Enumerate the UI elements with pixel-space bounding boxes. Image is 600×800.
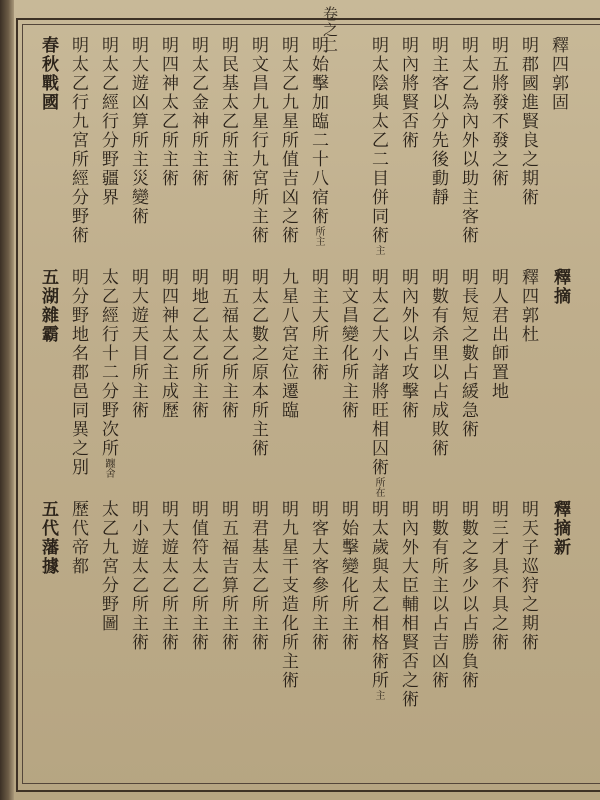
toc-entry: [96, 500, 120, 633]
toc-entry: [456, 36, 480, 245]
toc-entry-text: 明天子巡狩之期術: [518, 500, 538, 652]
toc-entry: [66, 36, 90, 245]
toc-entry-text: 歷代帝都: [68, 500, 88, 576]
toc-entry-note: 躔舍: [103, 458, 114, 478]
toc-entry: [246, 36, 270, 245]
toc-entry: [456, 500, 480, 690]
toc-entry-text: 明內外大臣輔相賢否之術: [398, 500, 418, 709]
toc-entry: [156, 268, 180, 420]
toc-entry: [426, 36, 450, 207]
toc-entry: [36, 500, 60, 576]
toc-entry: [366, 268, 390, 497]
toc-entry-text: 明地乙太乙所主術: [188, 268, 208, 420]
toc-entry-text: 明始擊變化所主術: [338, 500, 358, 652]
toc-entry-text: 明太歲與太乙相格術所: [368, 500, 388, 690]
toc-entry: [456, 268, 480, 439]
toc-entry-text: 明大遊凶算所主災變術: [128, 36, 148, 226]
toc-entry-note: 主: [373, 245, 384, 255]
toc-entry-text: 太乙經行十二分野次所: [98, 268, 118, 458]
toc-entry-text: 明值符太乙所主術: [188, 500, 208, 652]
toc-entry-text: 釋摘新: [550, 500, 570, 557]
toc-entry: [96, 36, 120, 207]
toc-entry: [516, 268, 540, 344]
toc-entry: [516, 500, 540, 652]
toc-entry-text: 明數有所主以占吉凶術: [428, 500, 448, 690]
toc-entry: [126, 268, 150, 420]
toc-entry-text: 明太乙為內外以助主客術: [458, 36, 478, 245]
toc-entry-text: 春秋戰國: [38, 36, 58, 112]
toc-entry: [126, 500, 150, 652]
toc-entry-text: 明分野地名郡邑同異之別: [68, 268, 88, 477]
toc-entry-text: 釋四郭固: [548, 36, 568, 112]
toc-entry-text: 明數有杀里以占成敗術: [428, 268, 448, 458]
toc-entry: [36, 268, 60, 344]
toc-entry-text: 明小遊太乙所主術: [128, 500, 148, 652]
toc-entry-text: 明始擊加臨二十八宿術: [308, 36, 328, 226]
toc-entry-text: 明文昌變化所主術: [338, 268, 358, 420]
toc-entry: [546, 36, 570, 112]
toc-entry-text: 明君基太乙所主術: [248, 500, 268, 652]
toc-entry-text: 明客大客參所主術: [308, 500, 328, 652]
toc-entry: [336, 500, 360, 652]
toc-entry: [216, 268, 240, 420]
toc-entry-text: 明四神太乙主成歷: [158, 268, 178, 420]
toc-entry: [516, 36, 540, 207]
toc-entry: [486, 36, 510, 188]
toc-entry-text: 九星八宮定位遷臨: [278, 268, 298, 420]
toc-entry-text: 明四神太乙所主術: [158, 36, 178, 188]
toc-entry-text: 明五福太乙所主術: [218, 268, 238, 420]
toc-entry-text: 明內外以占攻擊術: [398, 268, 418, 420]
toc-entry-text: 明太陰與太乙二目併同術: [368, 36, 388, 245]
toc-entry-text: 明主客以分先後動靜: [428, 36, 448, 207]
toc-entry: [186, 500, 210, 652]
toc-entry: [366, 36, 390, 255]
toc-entry-note: 所在: [373, 477, 384, 497]
toc-entry: [366, 500, 390, 700]
toc-entry: [66, 500, 90, 576]
toc-entry: [426, 500, 450, 690]
toc-entry: [276, 268, 300, 420]
toc-entry: [186, 36, 210, 188]
toc-entry-text: 明五將發不發之術: [488, 36, 508, 188]
toc-entry: [246, 268, 270, 458]
toc-entry-text: 明九星干支造化所主術: [278, 500, 298, 690]
toc-entry-text: 明內將賢否術: [398, 36, 418, 150]
toc-entry: [96, 268, 120, 478]
toc-entry: [306, 500, 330, 652]
toc-entry-text: 明大遊太乙所主術: [158, 500, 178, 652]
toc-entry-text: 明文昌九星行九宮所主術: [248, 36, 268, 245]
toc-entry: [186, 268, 210, 420]
toc-entry-text: 明數之多少以占勝負術: [458, 500, 478, 690]
toc-entry: [426, 268, 450, 458]
toc-entry: [548, 268, 572, 306]
toc-entry: [396, 36, 420, 150]
toc-entry: [548, 500, 572, 557]
toc-entry-text: 明郡國進賢良之期術: [518, 36, 538, 207]
toc-entry-text: 明長短之數占緩急術: [458, 268, 478, 439]
toc-entry: [126, 36, 150, 226]
toc-entry-text: 明人君出師置地: [488, 268, 508, 401]
toc-entry-text: 明民基太乙所主術: [218, 36, 238, 188]
toc-entry: [36, 36, 60, 112]
toc-entry-text: 明太乙數之原本所主術: [248, 268, 268, 458]
toc-entry: [276, 500, 300, 690]
toc-entry: [306, 36, 330, 246]
toc-entry: [156, 500, 180, 652]
toc-entry: [396, 500, 420, 709]
toc-entry: [216, 500, 240, 652]
toc-entry-note: 所主: [313, 226, 324, 246]
toc-entry-text: 五代藩據: [38, 500, 58, 576]
toc-entry-text: 五湖雜霸: [38, 268, 58, 344]
toc-entry-text: 明太乙行九宮所經分野術: [68, 36, 88, 245]
toc-entry: [486, 500, 510, 652]
toc-entry-text: 明太乙九星所值吉凶之術: [278, 36, 298, 245]
toc-entry-text: 明三才具不具之術: [488, 500, 508, 652]
toc-entry-text: 明太乙金神所主術: [188, 36, 208, 188]
book-spine-edge: [0, 0, 14, 800]
toc-entry: [66, 268, 90, 477]
toc-entry-text: 明太乙大小諸將旺相囚術: [368, 268, 388, 477]
toc-entry: [246, 500, 270, 652]
toc-entry: [306, 268, 330, 382]
toc-entry: [336, 268, 360, 420]
toc-entry-text: 明主大所主術: [308, 268, 328, 382]
toc-entry: [156, 36, 180, 188]
toc-entry-text: 太乙九宮分野圖: [98, 500, 118, 633]
toc-entry-note: 主: [373, 690, 384, 700]
toc-entry-text: 明大遊天目所主術: [128, 268, 148, 420]
toc-entry-text: 明五福吉算所主術: [218, 500, 238, 652]
toc-entry: [396, 268, 420, 420]
toc-entry: [276, 36, 300, 245]
toc-entry-text: 釋四郭杜: [518, 268, 538, 344]
toc-entry-text: 釋摘: [550, 268, 570, 306]
toc-entry-text: 明太乙經行分野疆界: [98, 36, 118, 207]
toc-entry: [486, 268, 510, 401]
toc-entry: [216, 36, 240, 188]
volume-header: 卷之二: [321, 6, 339, 54]
